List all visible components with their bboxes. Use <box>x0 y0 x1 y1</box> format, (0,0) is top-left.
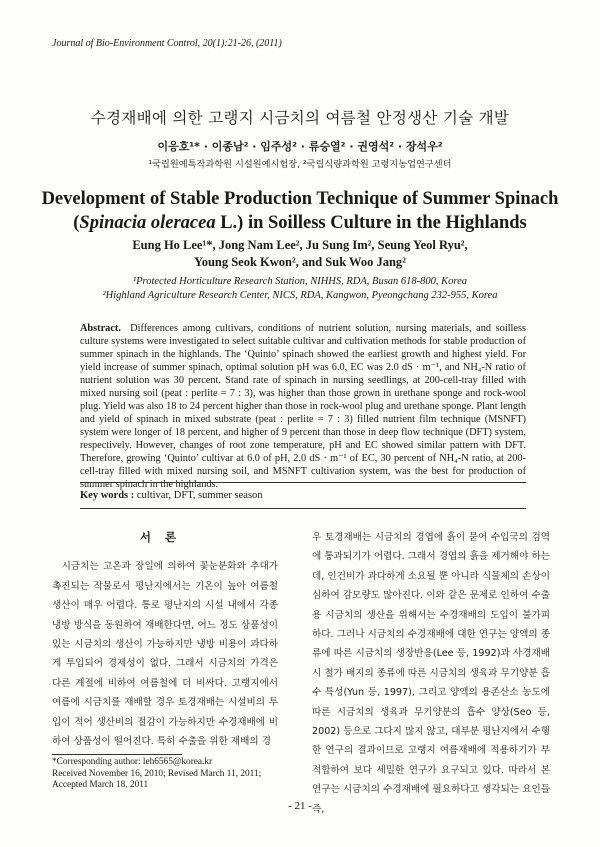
korean-affiliations: ¹국립원예특작과학원 시설원예시험장, ²국립식량과학원 고령지농업연구센터 <box>148 159 452 170</box>
journal-header: Journal of Bio-Environment Control, 20(1):21-26, (2011) <box>52 38 282 49</box>
english-title <box>0 187 600 235</box>
abstract-text: Differences among cultivars, conditions of nutrient solution, nursing materials, and soilless culture systems were investigated to select suitable cultivar and cultivation methods for stable production of summer spinach in the highlands. The ‘Quinto’ spinach showed the earliest growth and highest yield. For yield increase of summer spinach, optimal solution pH was 6.0, EC was 2.0 dS · m⁻¹, and NH₄-N ratio of nutrient solution was 30 percent. Stand rate of spinach in nursing seedlings, at 200-cell-tray filled with mixed nursing soil (peat : perlite = 7 : 3), was higher than those grown in urethane sponge and rock-wool plug. Yield was also 18 to 24 percent higher than those in rock-wool plug and urethane sponge. Plant length and yield of spinach in mixed substrate (peat : perlite = 7 : 3) filled nutrient film technique (MSNFT) system were longer of 18 percent, and higher of 9 percent than those in deep flow technique (DFT) system, respectively. However, changes of root zone temperature, pH and EC showed similar pattern with DFT. Therefore, growing ‘Quinto’ cultivar at 6.0 of pH, 2.0 dS · m⁻¹ of EC, 30 percent of NH₄-N ratio, at 200-cell-tray filled with mixed nursing soil, and MSNFT cultivation system, was the best for production of summer spinach in the highlands. <box>80 323 526 490</box>
species-name: Spinacia oleracea <box>79 213 216 233</box>
received-dates: Received November 16, 2010; Revised March 11, 2011; <box>52 768 262 779</box>
keywords <box>80 490 263 501</box>
korean-title: 수경재배에 의한 고랭지 시금치의 여름철 안정생산 기술 개발 <box>90 109 510 127</box>
body-paragraph: 시금치는 고온과 장일에 의하여 꽃눈분화와 추대가 촉진되는 작물로서 평난지에서는 기온이 높아 여름철 생산이 매우 어렵다. 통로 평난지의 시설 내에서 각종 냉방 방식을 동원하여 재배한다면, 어느 정도 상품성이 있는 시금치의 생산이 가능하지만 냉방 비용이 과다하게 투입되어 경제성이 없다. 그래서 시금치의 가격은 다른 계절에 비하여 여름철에 더 비싸다. 고랭지에서 여름에 시금치를 재배할 경우 토경재배는 시설비의 투입이 적어 생산비의 절감이 가능하지만 수경재배에 비하여 상품성이 떨어진다. 특히 수출을 위한 재배의 경 <box>52 561 278 748</box>
english-authors-line1: Eung Ho Lee¹*, Jong Nam Lee², Ju Sung Im², Seung Yeol Ryu², <box>132 238 468 252</box>
footnote-divider <box>52 754 182 755</box>
abstract-label: Abstract. <box>80 323 121 334</box>
english-affil-line2: ²Highland Agriculture Research Center, NICS, RDA, Kangwon, Pyeongchang 232-955, Korea <box>102 290 498 301</box>
accepted-date: Accepted March 18, 2011 <box>52 780 149 790</box>
abstract-divider <box>80 482 526 483</box>
english-title-line2 <box>0 211 600 235</box>
title-paren: ( <box>73 213 80 233</box>
title-rest: L.) in Soilless Culture in the Highlands <box>215 213 527 233</box>
abstract <box>80 322 526 491</box>
korean-authors: 이응호¹* · 이종남² · 임주성² · 류승열² · 권영석² · 장석우² <box>157 140 443 153</box>
english-authors-line2: Young Seok Kwon², and Suk Woo Jang² <box>194 255 406 269</box>
keywords-text: cultivar, DFT, summer season <box>134 490 263 501</box>
keywords-label: Key words : <box>80 490 135 501</box>
english-title-line1: Development of Stable Production Technique of Summer Spinach <box>41 189 559 209</box>
corresponding-author: *Corresponding author: leh6565@korea.kr <box>52 757 213 767</box>
left-column <box>52 528 278 751</box>
page-number: - 21 - <box>288 800 312 812</box>
section-heading-introduction: 서론 <box>139 530 191 544</box>
footnote <box>52 757 292 792</box>
body-paragraph-continued: 우 토경재배는 시금치의 경엽에 흙이 묻어 수입국의 검역에 통과되기가 어렵다. 그래서 경엽의 흙을 제거해야 하는데, 인건비가 과다하게 소요될 뿐 아니라 식물체의 손상이 심하여 감모량도 많아진다. 이와 같은 문제로 인하여 수출용 시금치의 생산을 위해서는 수경재배의 도입이 불가피하다. 그러나 시금치의 수경재배에 대한 연구는 양액의 종류에 따른 시금치의 생장반응(Lee 등, 1992)과 사경재배 시 철가 배지의 종류에 따른 시금치의 생육과 무기양분 흡수 특성(Yun 등, 1997), 그리고 양액의 용존산소 농도에 따른 시금치의 생육과 무기양분의 흡수 양상(Seo 등, 2002) 등으로 그다지 많지 않고, 대부분 평난지에서 수행한 연구의 결과이므로 고랭지 여름재배에 적용하기가 부적합하여 보다 세밀한 연구가 요구되고 있다. 따라서 본 연구는 시금치의 수경재배에 필요하다고 생각되는 요인들 즉, <box>312 532 550 815</box>
right-column <box>312 528 550 819</box>
english-authors <box>0 237 600 271</box>
keywords-divider <box>80 508 526 509</box>
english-affil-line1: ¹Protected Horticulture Research Station, NIHHS, RDA, Busan 618-800, Korea <box>132 276 468 287</box>
english-affiliations <box>0 275 600 303</box>
